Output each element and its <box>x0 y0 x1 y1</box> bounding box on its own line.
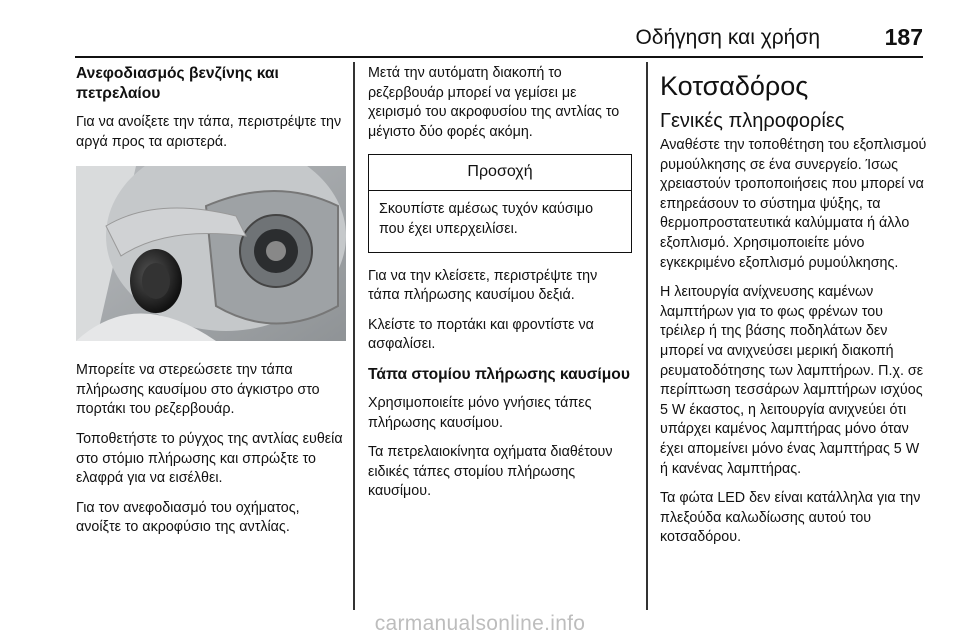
fuel-cap-heading: Τάπα στομίου πλήρωσης καυσίμου <box>368 365 630 383</box>
refuel-heading: Ανεφοδιασμός βενζίνης και πετρελαίου <box>76 65 279 102</box>
refuel-paragraph-5: Μετά την αυτόματη διακοπή το ρεζερβουάρ μπορεί να γεμίσει με χειρισμό του ακροφυσίου της αντλίας το μέγιστο δύο φορές ακόμη. <box>368 65 620 140</box>
column-left <box>76 64 346 548</box>
column-divider-2 <box>646 62 648 610</box>
general-info-subtitle: Γενικές πληροφορίες <box>660 110 845 132</box>
towbar-paragraph-3: Τα φώτα LED δεν είναι κατάλληλα για την πλεξούδα καλωδίωσης αυτού του κοτσαδόρου. <box>660 490 921 546</box>
refuel-paragraph-1: Για να ανοίξετε την τάπα, περιστρέψτε την αργά προς τα αριστερά. <box>76 114 342 150</box>
column-divider-1 <box>353 62 355 610</box>
refuel-paragraph-6: Για να την κλείσετε, περιστρέψτε την τάπα πλήρωσης καυσίμου δεξιά. <box>368 267 598 304</box>
refuel-paragraph-7: Κλείστε το πορτάκι και φροντίστε να ασφαλίσει. <box>368 316 594 353</box>
refuel-paragraph-2: Μπορείτε να στερεώσετε την τάπα πλήρωσης καυσίμου στο άγκιστρο στο πορτάκι του ρεζερβουάρ. <box>76 362 320 418</box>
refuel-paragraph-3: Τοποθετήστε το ρύγχος της αντλίας ευθεία στο στόμιο πλήρωσης και σπρώξτε το ελαφρά για να εισέλθει. <box>76 430 343 487</box>
towbar-title: Κοτσαδόρος <box>660 71 809 101</box>
caution-text: Σκουπίστε αμέσως τυχόν καύσιμο που έχει υπερχειλίσει. <box>379 201 594 237</box>
header-rule <box>75 56 923 58</box>
fuel-cap-paragraph-1: Χρησιμοποιείτε μόνο γνήσιες τάπες πλήρωσης καυσίμου. <box>368 394 592 431</box>
section-title: Οδήγηση και χρήση <box>635 26 820 49</box>
watermark: carmanualsonline.info <box>374 612 586 635</box>
column-right <box>660 64 928 558</box>
page-header <box>0 0 960 62</box>
caution-title: Προσοχή <box>369 155 631 191</box>
towbar-paragraph-1: Αναθέστε την τοποθέτηση του εξοπλισμού ρυμούλκησης σε ένα συνεργείο. Ίσως χρειαστούν τροποποιήσεις που μπορεί να επηρεάσουν το σύστημα ψύξης, τα θερμοπροστατευτικά καλύμματα ή άλλο εξοπλισμό. Χρησιμοποιείτε μόνο εγκεκριμένο εξοπλισμό ρυμούλκησης. <box>660 137 927 271</box>
towbar-paragraph-2: Η λειτουργία ανίχνευσης καμένων λαμπτήρων για το φως φρένων του τρέιλερ ή της βάσης ποδηλάτων δεν μπορεί να ανιχνεύσει μερική διακοπή ρευματοδότησης των λαμπτήρων. Π.χ. σε περίπτωση τεσσάρων λαμπτήρων ισχύος 5 W έκαστος, η λειτουργία ανιχνεύει ότι υπάρχει καμένος λαμπτήρας μόνο όταν έχει απομείνει μόνο ένας λαμπτήρας 5 W ή κανένας λαμπτήρας. <box>660 284 924 477</box>
page-number: 187 <box>884 24 923 50</box>
caution-box <box>368 154 632 252</box>
refuel-paragraph-4: Για τον ανεφοδιασμό του οχήματος, ανοίξτε το ακροφύσιο της αντλίας. <box>76 499 300 536</box>
fuel-cap-photo <box>76 166 346 341</box>
fuel-cap-paragraph-2: Τα πετρελαιοκίνητα οχήματα διαθέτουν ειδικές τάπες στομίου πλήρωσης καυσίμου. <box>368 444 613 500</box>
column-middle <box>368 64 632 512</box>
